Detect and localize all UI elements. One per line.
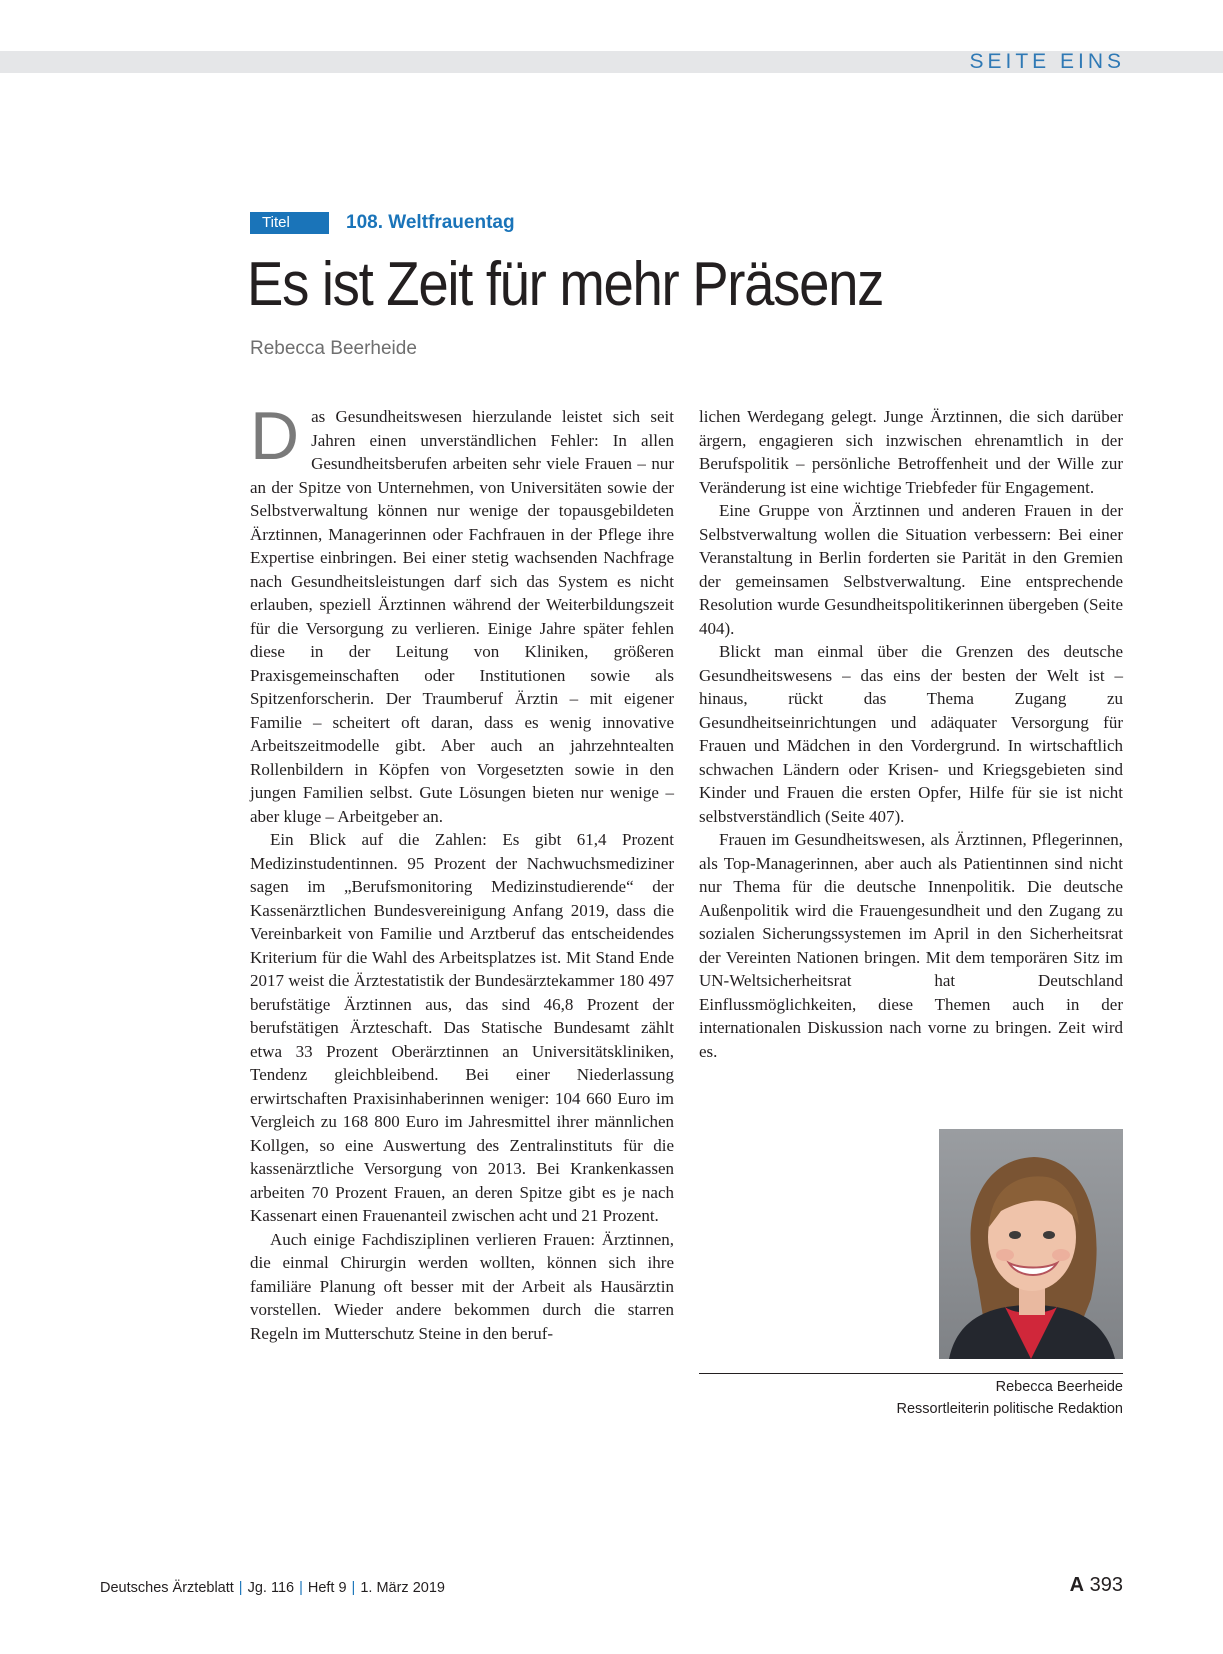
footer-volume: Jg. 116	[247, 1580, 295, 1596]
author-portrait	[939, 1129, 1123, 1359]
footer-separator: |	[351, 1580, 356, 1596]
page-prefix: A	[1069, 1574, 1085, 1596]
photo-caption	[699, 1376, 1123, 1420]
article-column-left	[250, 398, 674, 1345]
caption-role: Ressortleiterin politische Redaktion	[896, 1401, 1123, 1417]
footer-journal: Deutsches Ärzteblatt	[100, 1580, 234, 1596]
footer-date: 1. März 2019	[360, 1580, 445, 1596]
paragraph: Eine Gruppe von Ärztinnen und anderen Frauen in der Selbstverwaltung wollen die Situation verbessern: Bei einer Veranstaltung in Berlin forderten sie Parität in den Gremien der gemeinsamen Selbstverwaltung. Eine entsprechende Resolution wurde Gesundheitspolitikerinnen übergeben (Seite 404).	[699, 501, 1123, 638]
caption-name: Rebecca Beerheide	[995, 1379, 1123, 1395]
paragraph-text: as Gesundheitswesen hierzulande leistet sich seit Jahren einen unverständlichen Fehler: In allen Gesundheitsberufen arbeiten sehr viele Frauen – nur an der Spitze von Unternehmen, von Universitäten sowie der Selbstverwaltung können nur wenige der topausgebildeten Ärztinnen, Managerinnen oder Fachfrauen in der Pflege ihre Expertise einbringen. Bei einer stetig wachsenden Nachfrage nach Gesundheitsleistungen darf sich das System es nicht erlauben, speziell Ärztinnen während der Weiterbildungszeit für die Versorgung zu verlieren. Einige Jahre später fehlen diese in der Leitung von Kliniken, größeren Praxisgemeinschaften oder Institutionen sowie als Spitzenforscherin. Der Traumberuf Ärztin – mit eigener Familie – scheitert oft daran, dass es wenig innovative Arbeitszeitmodelle gibt. Aber auch an jahrzehntealten Rollenbildern in Köpfen von Vorgesetzten sowie in den jungen Familien selbst. Gute Lösungen bieten nur wenige – aber kluge – Arbeitgeber an.	[250, 407, 674, 826]
footer-separator: |	[238, 1580, 243, 1596]
caption-divider	[699, 1373, 1123, 1374]
rubric-badge: Titel	[250, 212, 329, 234]
drop-cap: D	[250, 398, 300, 474]
page-number	[1070, 1574, 1123, 1597]
paragraph: Frauen im Gesundheitswesen, als Ärztinnen, Pflegerinnen, als Top-Managerinnen, aber auch als Patientinnen sind nicht nur Thema für die deutsche Innenpolitik. Die deutsche Außenpolitik wird die Frauengesundheit und den Zugang zu sozialen Sicherungssystemen im April in den Sicherheitsrat der Vereinten Nationen bringen. Mit dem temporären Sitz im UN-Weltsicherheitsrat hat Deutschland Einflussmöglichkeiten, diese Themen auch in der internationalen Diskussion nach vorne zu bringen. Zeit wird es.	[699, 830, 1123, 1061]
paragraph: Blickt man einmal über die Grenzen des deutsche Gesundheitswesens – das eins der besten der Welt ist – hinaus, rückt das Thema Zugang zu Gesundheitseinrichtungen und adäquater Versorgung für Frauen und Mädchen in den Vordergrund. In wirtschaftlich schwachen Ländern oder Krisen- und Kriegsgebieten sind Kinder und Frauen die ersten Opfer, Hilfe für sie ist nicht selbstverständlich (Seite 407).	[699, 642, 1123, 826]
paragraph	[250, 398, 674, 828]
paragraph: Ein Blick auf die Zahlen: Es gibt 61,4 Prozent Medizinstudentinnen. 95 Prozent der Nachwuchsmediziner sagen im „Berufsmonitoring Medizinstudierende“ der Kassenärztlichen Bundesvereinigung Anfang 2019, dass die Vereinbarkeit von Familie und Arztberuf das entscheidendes Kriterium für die Wahl des Arbeitsplatzes ist. Mit Stand Ende 2017 weist die Ärztestatistik der Bundesärztekammer 180 497 berufstätige Ärztinnen aus, das sind 46,8 Prozent der berufstätigen Ärzteschaft. Das Statische Bundesamt zählt etwa 33 Prozent Oberärztinnen an Universitätskliniken, Tendenz gleichbleibend. Bei einer Niederlassung erwirtschaften Praxisinhaberinnen weniger: 104 660 Euro im Vergleich zu 168 800 Euro im Jahresmittel ihrer männlichen Kollgen, so eine Auswertung des Zentralinstituts für die kassenärztliche Versorgung von 2013. Bei Krankenkassen arbeiten 70 Prozent Frauen, an deren Spitze gibt es je nach Kassenart einen Frauenanteil zwischen acht und 21 Prozent.	[250, 830, 674, 1225]
paragraph: Auch einige Fachdisziplinen verlieren Frauen: Ärztinnen, die einmal Chirurgin werden wollten, können sich ihre familiäre Planung oft besser mit der Arbeit als Hausärztin vorstellen. Wieder andere bekommen durch die starren Regeln im Mutterschutz Steine in den beruf-	[250, 1229, 674, 1343]
article-column-right	[699, 405, 1123, 1063]
headline: Es ist Zeit für mehr Präsenz	[247, 250, 884, 319]
author-byline: Rebecca Beerheide	[250, 338, 417, 359]
section-label: SEITE EINS	[969, 50, 1125, 73]
paragraph: lichen Werdegang gelegt. Junge Ärztinnen, die sich darüber ärgern, engagieren sich inzwischen ehrenamtlich in der Berufspolitik – persönliche Betroffenheit und der Wille zur Veränderung ist eine wichtige Triebfeder für Engagement.	[699, 407, 1123, 497]
kicker: 108. Weltfrauentag	[346, 212, 515, 233]
footer-issue: Heft 9	[307, 1580, 347, 1596]
footer-separator: |	[299, 1580, 303, 1596]
page-number-value: 393	[1089, 1574, 1123, 1596]
page-footer	[100, 1580, 445, 1596]
portrait-illustration	[939, 1129, 1123, 1359]
